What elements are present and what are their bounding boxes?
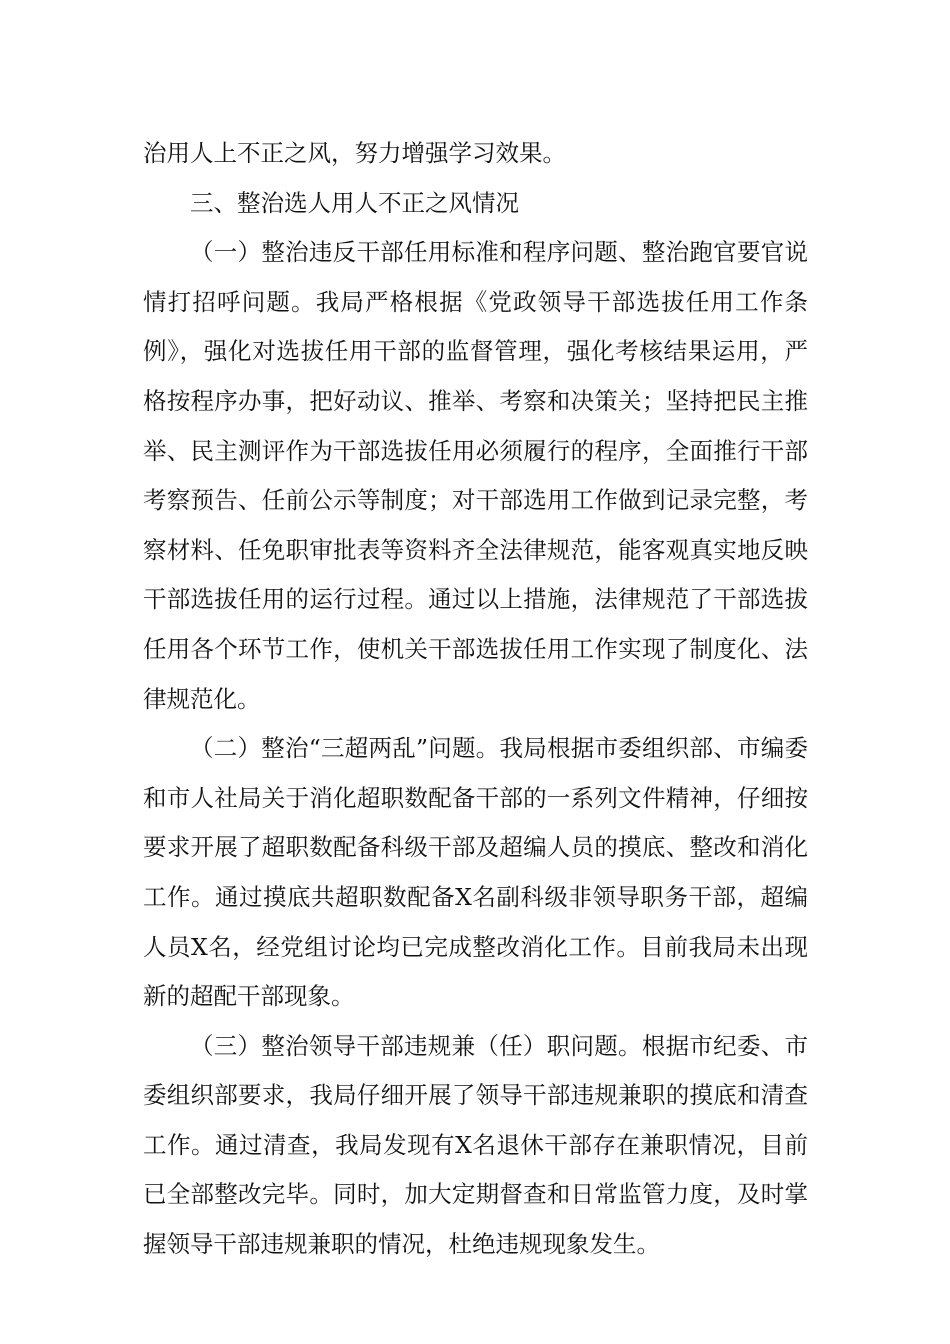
document-body [143,129,808,1270]
section-heading-three: 三、整治选人用人不正之风情况 [190,188,519,217]
paragraph-item-three: （三）整治领导干部违规兼（任）职问题。根据市纪委、市委组织部要求，我局仔细开展了领导干部违规兼职的摸底和清查工作。通过清查，我局发现有X名退休干部存在兼职情况，目前已全部整改完毕。同时，加大定期督查和日常监管力度，及时掌握领导干部违规兼职的情况，杜绝违规现象发生。 [143,1031,808,1259]
paragraph-item-two: （二）整治“三超两乱”问题。我局根据市委组织部、市编委和市人社局关于消化超职数配备干部的一系列文件精神，仔细按要求开展了超职数配备科级干部及超编人员的摸底、整改和消化工作。通过摸底共超职数配备X名副科级非领导职务干部，超编人员X名，经党组讨论均已完成整改消化工作。目前我局未出现新的超配干部现象。 [143,734,808,1011]
paragraph-continuation: 治用人上不正之风，努力增强学习效果。 [143,139,566,167]
paragraph-item-one: （一）整治违反干部任用标准和程序问题、整治跑官要官说情打招呼问题。我局严格根据《党政领导干部选拔任用工作条例》，强化对选拔任用干部的监督管理，强化考核结果运用，严格按程序办事，把好动议、推举、考察和决策关；坚持把民主推举、民主测评作为干部选拔任用必须履行的程序，全面推行干部考察预告、任前公示等制度；对干部选用工作做到记录完整，考察材料、任免职审批表等资料齐全法律规范，能客观真实地反映干部选拔任用的运行过程。通过以上措施，法律规范了干部选拔任用各个环节工作，使机关干部选拔任用工作实现了制度化、法律规范化。 [143,238,808,713]
